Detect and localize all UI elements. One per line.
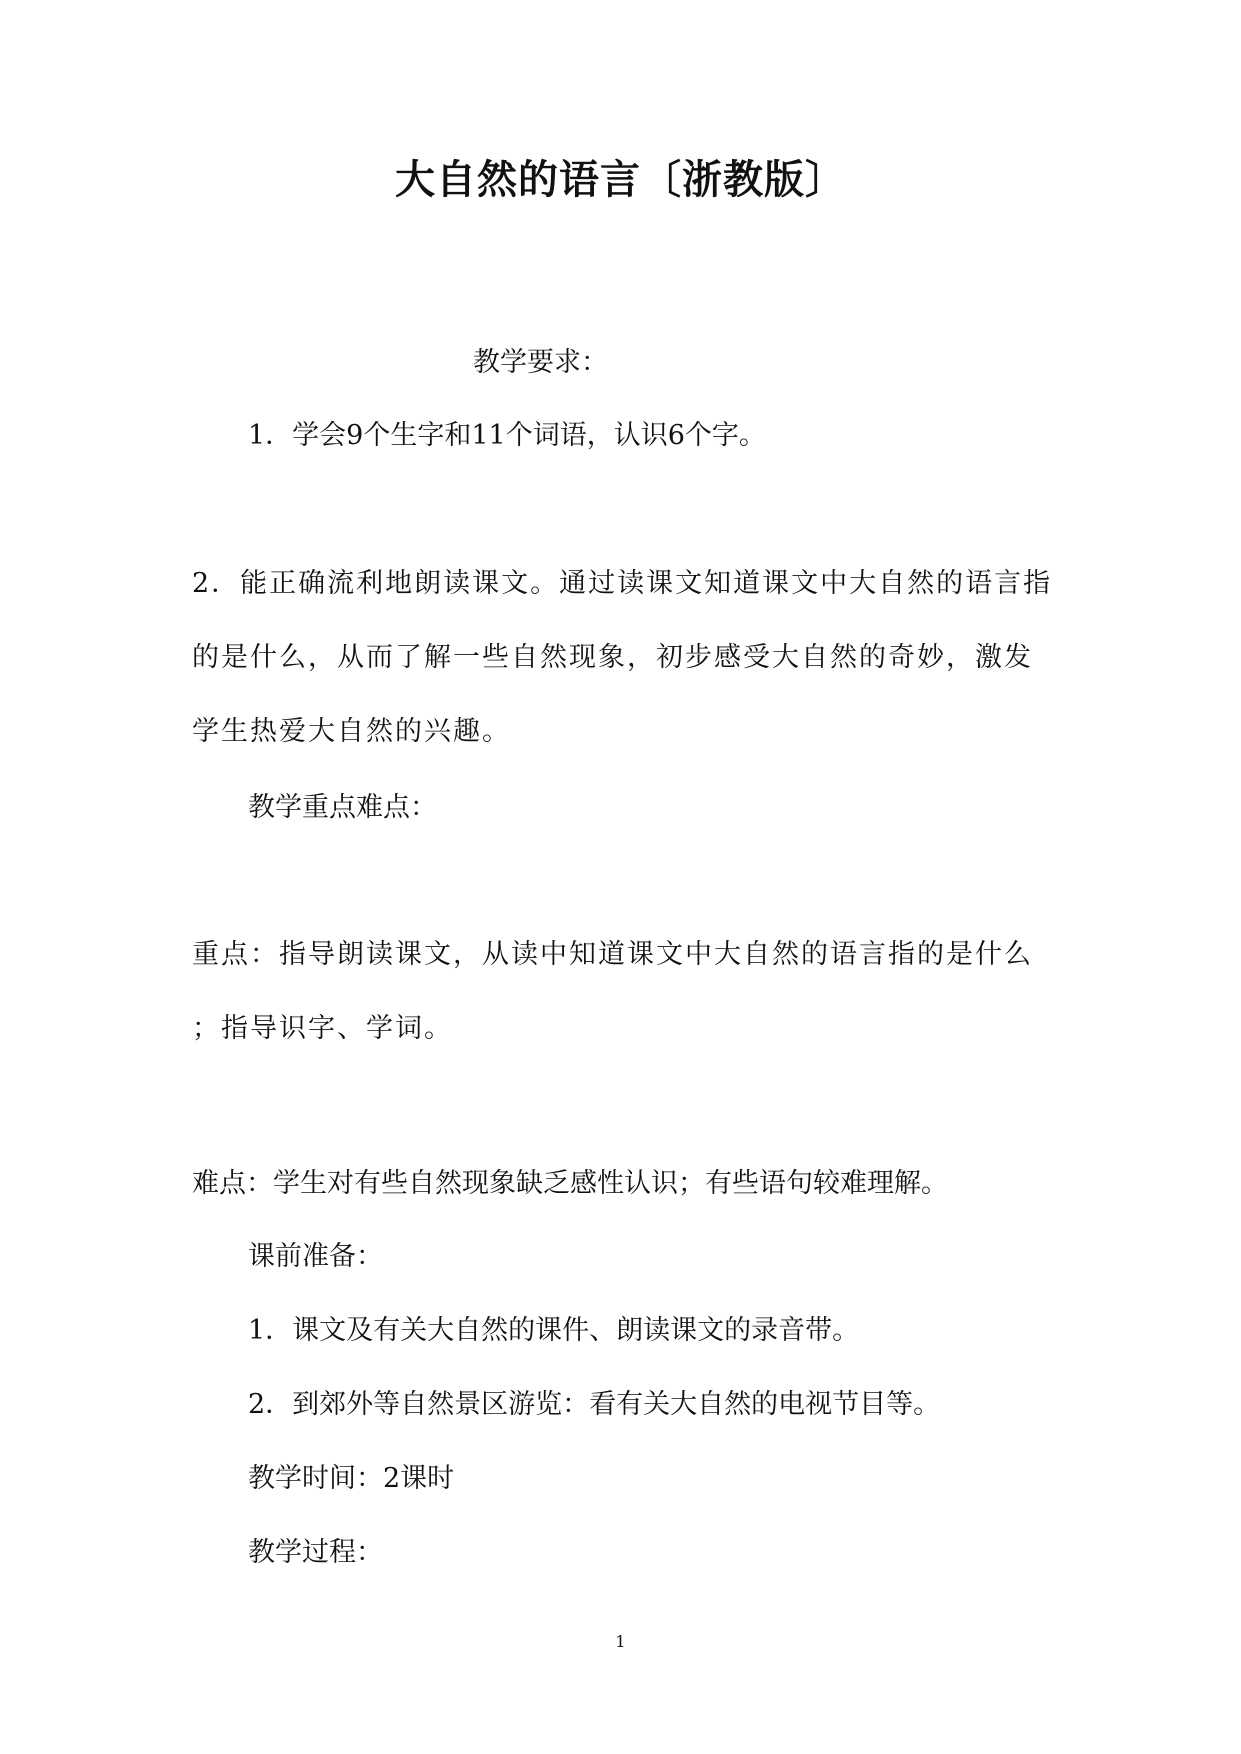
preparation-item-2: 2．到郊外等自然景区游览：看有关大自然的电视节目等。 xyxy=(248,1389,941,1420)
document-title: 大自然的语言〔浙教版〕 xyxy=(395,157,846,203)
requirement-2-line-1: 2．能正确流利地朗读课文。通过读课文知道课文中大自然的语言指 xyxy=(192,568,1053,599)
requirement-item-2 xyxy=(192,547,1062,769)
difficulty-paragraph: 难点：学生对有些自然现象缺乏感性认识；有些语句较难理解。 xyxy=(192,1168,948,1199)
key-points-heading: 教学重点难点： xyxy=(248,792,437,823)
requirement-2-line-2: 的是什么，从而了解一些自然现象，初步感受大自然的奇妙，激发 xyxy=(192,642,1033,673)
key-point-line-2: ；指导识字、学词。 xyxy=(192,1013,453,1044)
preparation-item-1: 1．课文及有关大自然的课件、朗读课文的录音带。 xyxy=(248,1315,860,1346)
process-heading: 教学过程： xyxy=(248,1537,383,1568)
requirement-2-line-3: 学生热爱大自然的兴趣。 xyxy=(192,716,511,747)
requirements-heading: 教学要求： xyxy=(473,347,608,378)
page-number: 1 xyxy=(615,1632,626,1651)
key-point-line-1: 重点：指导朗读课文，从读中知道课文中大自然的语言指的是什么 xyxy=(192,939,1033,970)
preparation-heading: 课前准备： xyxy=(248,1241,383,1272)
key-point-paragraph xyxy=(192,918,1062,1066)
requirement-item-1: 1．学会9个生字和11个词语，认识6个字。 xyxy=(248,420,766,451)
teaching-time: 教学时间：2课时 xyxy=(248,1463,455,1494)
